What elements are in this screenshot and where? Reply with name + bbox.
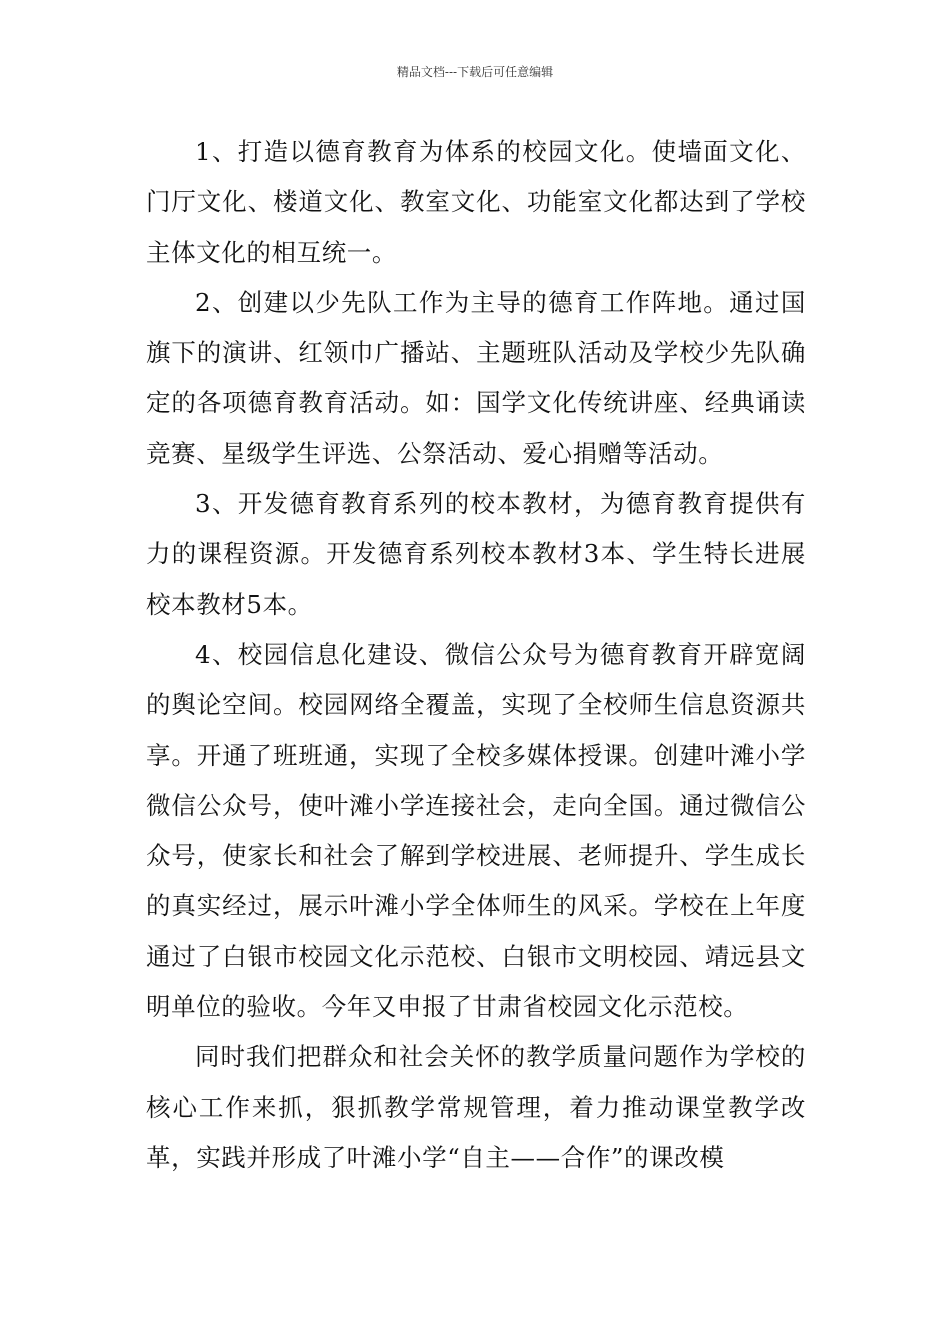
paragraph-2: 2、创建以少先队工作为主导的德育工作阵地。通过国旗下的演讲、红领巾广播站、主题班队活动及学校少先队确定的各项德育教育活动。如：国学文化传统讲座、经典诵读竞赛、星级学生评选、公祭活动、爱心捐赠等活动。 [146,287,806,468]
paragraph-5: 同时我们把群众和社会关怀的教学质量问题作为学校的核心工作来抓，狠抓教学常规管理，着力推动课堂教学改革，实践并形成了叶滩小学“自主——合作”的课改模 [146,1042,806,1172]
paragraph-1: 1、打造以德育教育为体系的校园文化。使墙面文化、门厅文化、楼道文化、教室文化、功能室文化都达到了学校主体文化的相互统一。 [146,137,806,267]
paragraph-4: 4、校园信息化建设、微信公众号为德育教育开辟宽阔的舆论空间。校园网络全覆盖，实现了全校师生信息资源共享。开通了班班通，实现了全校多媒体授课。创建叶滩小学微信公众号，使叶滩小学连接社会，走向全国。通过微信公众号，使家长和社会了解到学校进展、老师提升、学生成长的真实经过，展示叶滩小学全体师生的风采。学校在上年度通过了白银市校园文化示范校、白银市文明校园、靖远县文明单位的验收。今年又申报了甘肃省校园文化示范校。 [146,639,806,1022]
paragraph-3: 3、开发德育教育系列的校本教材，为德育教育提供有力的课程资源。开发德育系列校本教材3本、学生特长进展校本教材5本。 [146,489,806,619]
page-header: 精品文档---下载后可任意编辑 [396,65,554,79]
document-body [146,127,806,1183]
